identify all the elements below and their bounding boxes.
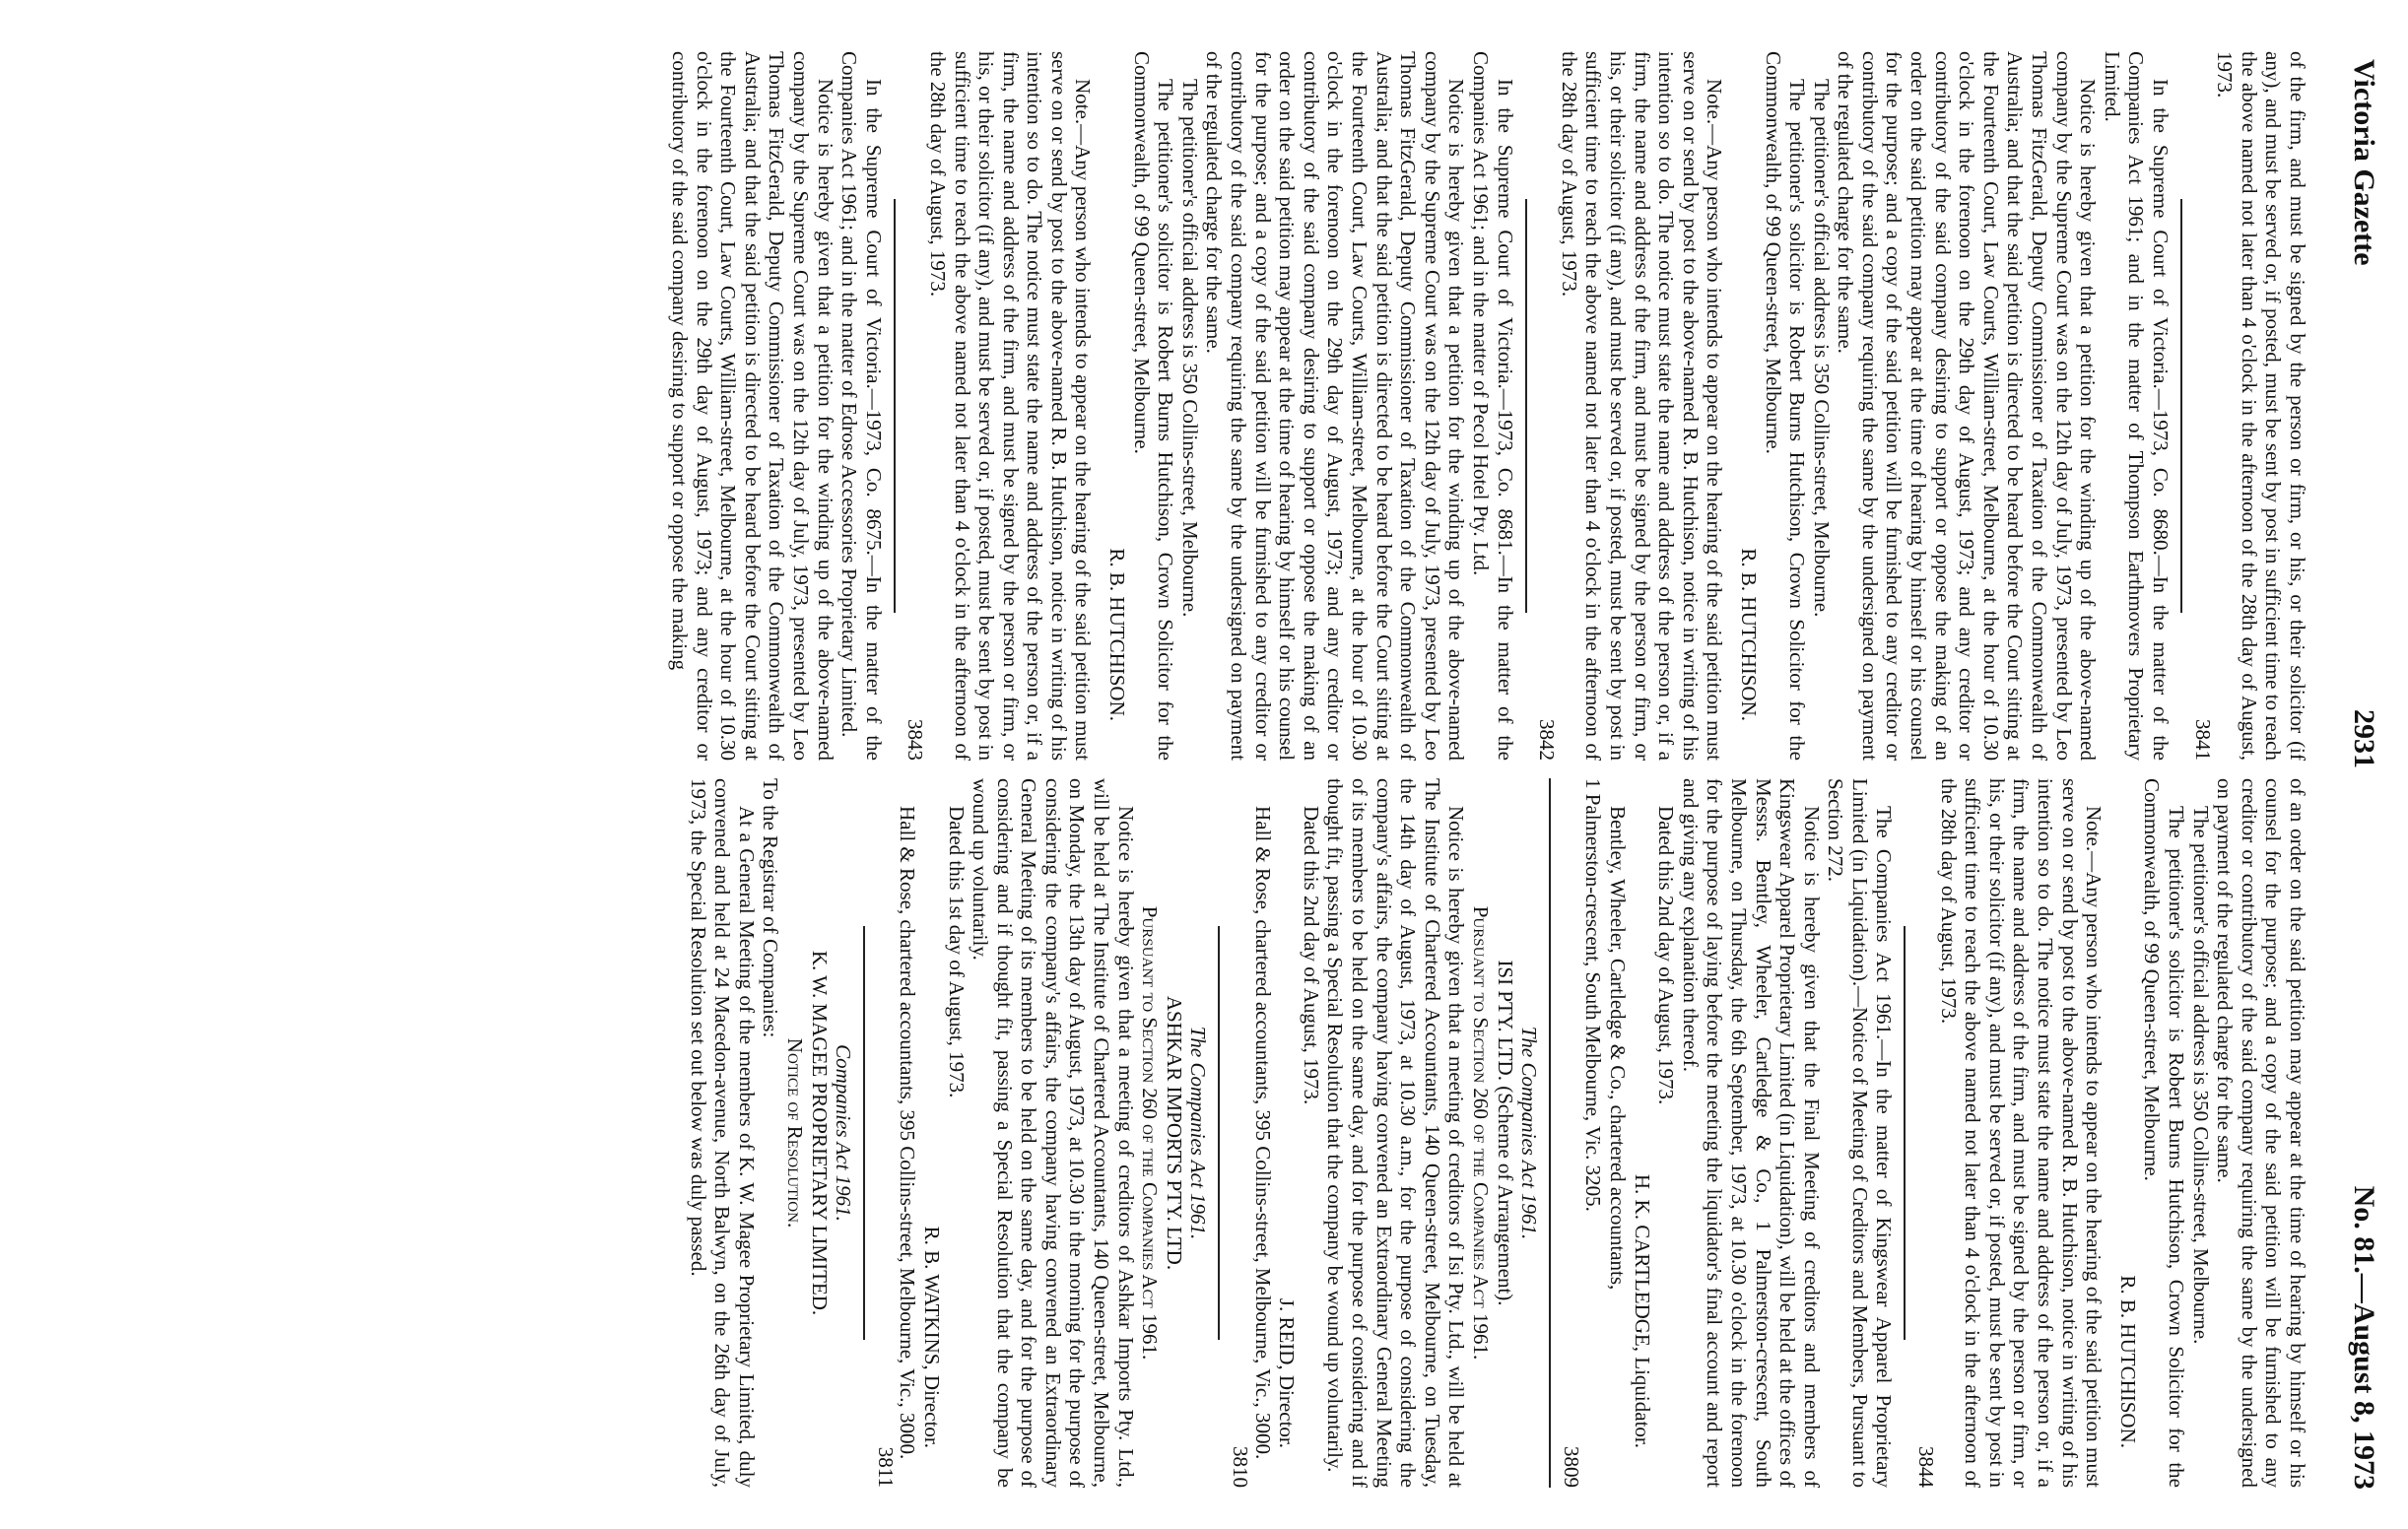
notice-number: 3842 bbox=[1535, 719, 1560, 761]
signature: H. K. CARTLEDGE, Liquidator. bbox=[1630, 1173, 1654, 1448]
divider bbox=[894, 199, 896, 613]
divider bbox=[2180, 199, 2182, 613]
dated: Dated this 2nd day of August, 1973. bbox=[1654, 806, 1679, 1105]
pursuant-line: Pursuant to Section 260 of the Companies Act 1961. bbox=[1469, 905, 1493, 1361]
notice-number: 3810 bbox=[1229, 1446, 1253, 1488]
signature: R. B. HUTCHISON. bbox=[1105, 548, 1130, 721]
official-address: The petitioner's official address is 350 Collins-street, Melbourne. bbox=[2188, 806, 2213, 1345]
address: Hall & Rose, chartered accountants, 395 Collins-street, Melbourne, Vic., 3000. bbox=[1250, 806, 1275, 1460]
notice-body: Notice is hereby given that a petition for the winding up of the above-named company by the Supreme Court was on the 12th day of July, 1973, presented by Leo Thomas FitzGerald, Deputy Commissioner of Taxation of the Commonwealth of Australia; and that the said petition is directed to be heard before the Court sitting at the Fourteenth Court, Law Courts, William-street, Melbourne, at the hour of 10.30 o'clock in the forenoon on the 29th day of August, 1973; and any creditor or contributory of the said company desiring to support or oppose the making bbox=[668, 51, 837, 761]
signature: R. B. HUTCHISON. bbox=[1736, 548, 1761, 721]
act-title: The Companies Act 1961. bbox=[1517, 1026, 1542, 1240]
signature: R. B. HUTCHISON. bbox=[2115, 1275, 2140, 1448]
gazette-title: Victoria Gazette bbox=[2348, 59, 2380, 266]
notice-body: Notice is hereby given that a petition for the winding up of the above-named company by the Supreme Court was on the 12th day of July, 1973, presented by Leo Thomas FitzGerald, Deputy Commissioner of Taxation of the Commonwealth of Australia; and that the said petition is directed to be heard before the Court sitting at the Fourteenth Court, Law Courts, William-street, Melbourne, at the hour of 10.30 o'clock in the forenoon on the 29th day of August, 1973; and any creditor or contributory of the said company desiring to support or oppose the making of an order on the said petition may appear at the time of hearing by himself or his counsel for the purpose; and a copy of the said petition will be furnished to any creditor or contributory of the said company requiring the same by the undersigned on payment of the regulated charge for the same. bbox=[1202, 51, 1469, 761]
divider bbox=[1549, 778, 1551, 1488]
notice-caption: In the Supreme Court of Victoria.—1973, Co. 8681.—In the matter of the Companies Act 1961; and in the matter of Pecol Hotel Pty. Ltd. bbox=[1469, 51, 1517, 761]
notice-subtitle: Notice of Resolution. bbox=[782, 1037, 807, 1229]
divider bbox=[1905, 926, 1906, 1340]
notice-3844 bbox=[1914, 778, 2310, 1488]
signature: R. B. WATKINS, Director. bbox=[919, 1226, 944, 1448]
notice-number: 3809 bbox=[1559, 1446, 1583, 1488]
divider bbox=[863, 926, 865, 1340]
notice-text: of the firm, and must be signed by the person or firm, or his, or their solicitor (if any), and must be served or, if posted, must be sent by post in sufficient time to reach the above named not later than 4 o'clock in the afternoon of the 28th day of August, 1973. bbox=[2213, 51, 2309, 761]
page-header bbox=[2321, 0, 2380, 1529]
notice-number: 3844 bbox=[1914, 1446, 1939, 1488]
left-column bbox=[667, 51, 2309, 761]
signature: J. REID, Director. bbox=[1275, 1297, 1300, 1448]
notice-number: 3843 bbox=[903, 719, 928, 761]
divider bbox=[1525, 199, 1527, 613]
notice-body: Notice is hereby given that a petition for the winding up of the above-named company by the Supreme Court was on the 12th day of July, 1973, presented by Leo Thomas FitzGerald, Deputy Commissioner of Taxation of the Commonwealth of Australia; and that the said petition is directed to be heard before the Court sitting at the Fourteenth Court, Law Courts, William-street, Melbourne, at the hour of 10.30 o'clock in the forenoon on the 29th day of August, 1973; and any creditor or contributory of the said company desiring to support or oppose the making of an order on the said petition may appear at the time of hearing by himself or his counsel for the purpose; and a copy of the said petition will be furnished to any creditor or contributory of the said company requiring the same by the undersigned on payment of the regulated charge for the same. bbox=[1834, 51, 2101, 761]
company-title: ISI PTY. LTD. (Scheme of Arrangement). bbox=[1493, 960, 1517, 1306]
notice-3809 bbox=[1559, 778, 1896, 1488]
act-title: The Companies Act 1961. bbox=[1186, 1026, 1211, 1240]
address: Bentley, Wheeler, Cartledge & Co., chartered accountants, bbox=[1605, 806, 1630, 1291]
address: Hall & Rose, chartered accountants, 395 Collins-street, Melbourne, Vic., 3000. bbox=[896, 806, 920, 1460]
company-title: ASHKAR IMPORTS PTY. LTD. bbox=[1162, 995, 1186, 1271]
pursuant-line: Pursuant to Section 260 of the Companies Act 1961. bbox=[1138, 905, 1163, 1361]
dated: Dated this 1st day of August, 1973. bbox=[944, 806, 969, 1098]
notice-text: of an order on the said petition may appear at the time of hearing by himself or his counsel for the purpose; and a copy of the said petition will be furnished to any creditor or contributory of the said company requiring the same by the undersigned on payment of the regulated charge for the same. bbox=[2213, 778, 2309, 1488]
notice-body: Notice is hereby given that the Final Meeting of creditors and members of Kingswear Apparel Proprietary Limited (in Liquidation), will be held at the offices of Messrs. Bentley, Wheeler, Cartledge & Co., 1 Palmerston-crescent, South Melbourne, on Thursday, the 6th September, 1973, at 10.30 o'clock in the forenoon for the purpose of laying before the meeting the liquidator's final account and report and giving any explanation thereof. bbox=[1678, 778, 1824, 1488]
notice-magee bbox=[686, 778, 855, 1488]
official-address: The petitioner's official address is 350 Collins-street, Melbourne. bbox=[1177, 79, 1202, 618]
note: Note.—Any person who intends to appear on the hearing of the said petition must serve on or send by post to the above-named R. B. Hutchison, notice in writing of his intention so to do. The notice must state the name and address of the person or, if a firm, the name and address of the firm, and must be signed by the person or firm, or his, or their solicitor (if any), and must be served or, if posted, must be sent by post in sufficient time to reach the above named not later than 4 o'clock in the afternoon of the 28th day of August, 1973. bbox=[1936, 778, 2107, 1488]
divider bbox=[1218, 926, 1220, 1340]
company-title: K. W. MAGEE PROPRIETARY LIMITED. bbox=[807, 950, 832, 1316]
note: Note.—Any person who intends to appear on the hearing of the said petition must serve on or send by post to the above-named R. B. Hutchison, notice in writing of his intention so to do. The notice must state the name and address of the person or, if a firm, the name and address of the firm, and must be signed by the person or firm, or his, or their solicitor (if any), and must be served or, if posted, must be sent by post in sufficient time to reach the above named not later than 4 o'clock in the afternoon of the 28th day of August, 1973. bbox=[925, 51, 1096, 761]
notice-caption: The Companies Act 1961.—In the matter of Kingswear Apparel Proprietary Limited (in Liquidation).—Notice of Meeting of Creditors and Members, Pursuant to Section 272. bbox=[1824, 778, 1897, 1488]
solicitor: The petitioner's solicitor is Robert Burns Hutchison, Crown Solicitor for the Commonwealth, of 99 Queen-street, Melbourne. bbox=[2140, 778, 2189, 1488]
solicitor: The petitioner's solicitor is Robert Burns Hutchison, Crown Solicitor for the Commonwealth, of 99 Queen-street, Melbourne. bbox=[1129, 51, 1178, 761]
address: 1 Palmerston-crescent, South Melbourne, Vic. 3205. bbox=[1581, 778, 1606, 1212]
notice-number: 3841 bbox=[2190, 719, 2215, 761]
notice-3841 bbox=[2190, 51, 2309, 761]
issue-date: No. 81.—August 8, 1973 bbox=[2348, 1185, 2380, 1490]
notice-3810 bbox=[1228, 778, 1541, 1488]
notice-caption: In the Supreme Court of Victoria.—1973, Co. 8675.—In the matter of the Companies Act 1961; and in the matter of Edrose Accessories Proprietary Limited. bbox=[837, 51, 886, 761]
notice-number: 3811 bbox=[873, 1446, 898, 1488]
notice-body: Notice is hereby given that a meeting of creditors of Isi Pty. Ltd., will be held at The Institute of Chartered Accountants, 140 Queen-street, Melbourne, on Tuesday, the 14th day of August, 1973, at 10.30 a.m., for the purpose of considering the company's affairs, the company having convened an Extraordinary General Meeting of its members to be held on the same day, and for the purpose of considering and if thought fit, passing a Special Resolution that the company be wound up voluntarily. bbox=[1323, 778, 1469, 1488]
note: Note.—Any person who intends to appear on the hearing of the said petition must serve on or send by post to the above-named R. B. Hutchison, notice in writing of his intention so to do. The notice must state the name and address of the person or, if a firm, the name and address of the firm, and must be signed by the person or firm, or his, or their solicitor (if any), and must be served or, if posted, must be sent by post in sufficient time to reach the above named not later than 4 o'clock in the afternoon of the 28th day of August, 1973. bbox=[1557, 51, 1727, 761]
page-number: 2931 bbox=[2348, 709, 2380, 768]
act-title: Companies Act 1961. bbox=[832, 1044, 856, 1222]
notice-3844-start bbox=[667, 51, 885, 761]
notice-body: Notice is hereby given that a meeting of creditors of Ashkar Imports Pty. Ltd., will be held at The Institute of Chartered Accountants, 140 Queen-street, Melbourne, on Monday, the 13th day of August, 1973, at 10.30 in the morning for the purpose of considering the company's affairs, the company having convened an Extraordinary General Meeting of its members to be held on the same day, and for the purpose of considering and if thought fit, passing a Special Resolution that the company be wound up voluntarily. bbox=[969, 778, 1138, 1488]
official-address: The petitioner's official address is 350 Collins-street, Melbourne. bbox=[1809, 79, 1834, 618]
notice-body: At a General Meeting of the members of K. W. Magee Proprietary Limited, duly convened and held at 24 Macedon-avenue, North Balwyn, on the 26th day of July, 1973, the Special Resolution set out below was duly passed. bbox=[686, 778, 759, 1488]
notice-caption: In the Supreme Court of Victoria.—1973, Co. 8680.—In the matter of the Companies Act 1961; and in the matter of Thompson Earthmovers Proprietary Limited. bbox=[2100, 51, 2174, 761]
right-column bbox=[686, 778, 2309, 1488]
notice-3842 bbox=[1535, 51, 2173, 761]
notice-3811 bbox=[873, 778, 1210, 1488]
dated: Dated this 2nd day of August, 1973. bbox=[1299, 806, 1323, 1105]
notice-3843 bbox=[903, 51, 1517, 761]
solicitor: The petitioner's solicitor is Robert Burns Hutchison, Crown Solicitor for the Commonwealth, of 99 Queen-street, Melbourne. bbox=[1761, 51, 1810, 761]
addressee: To the Registrar of Companies: bbox=[759, 778, 783, 1038]
